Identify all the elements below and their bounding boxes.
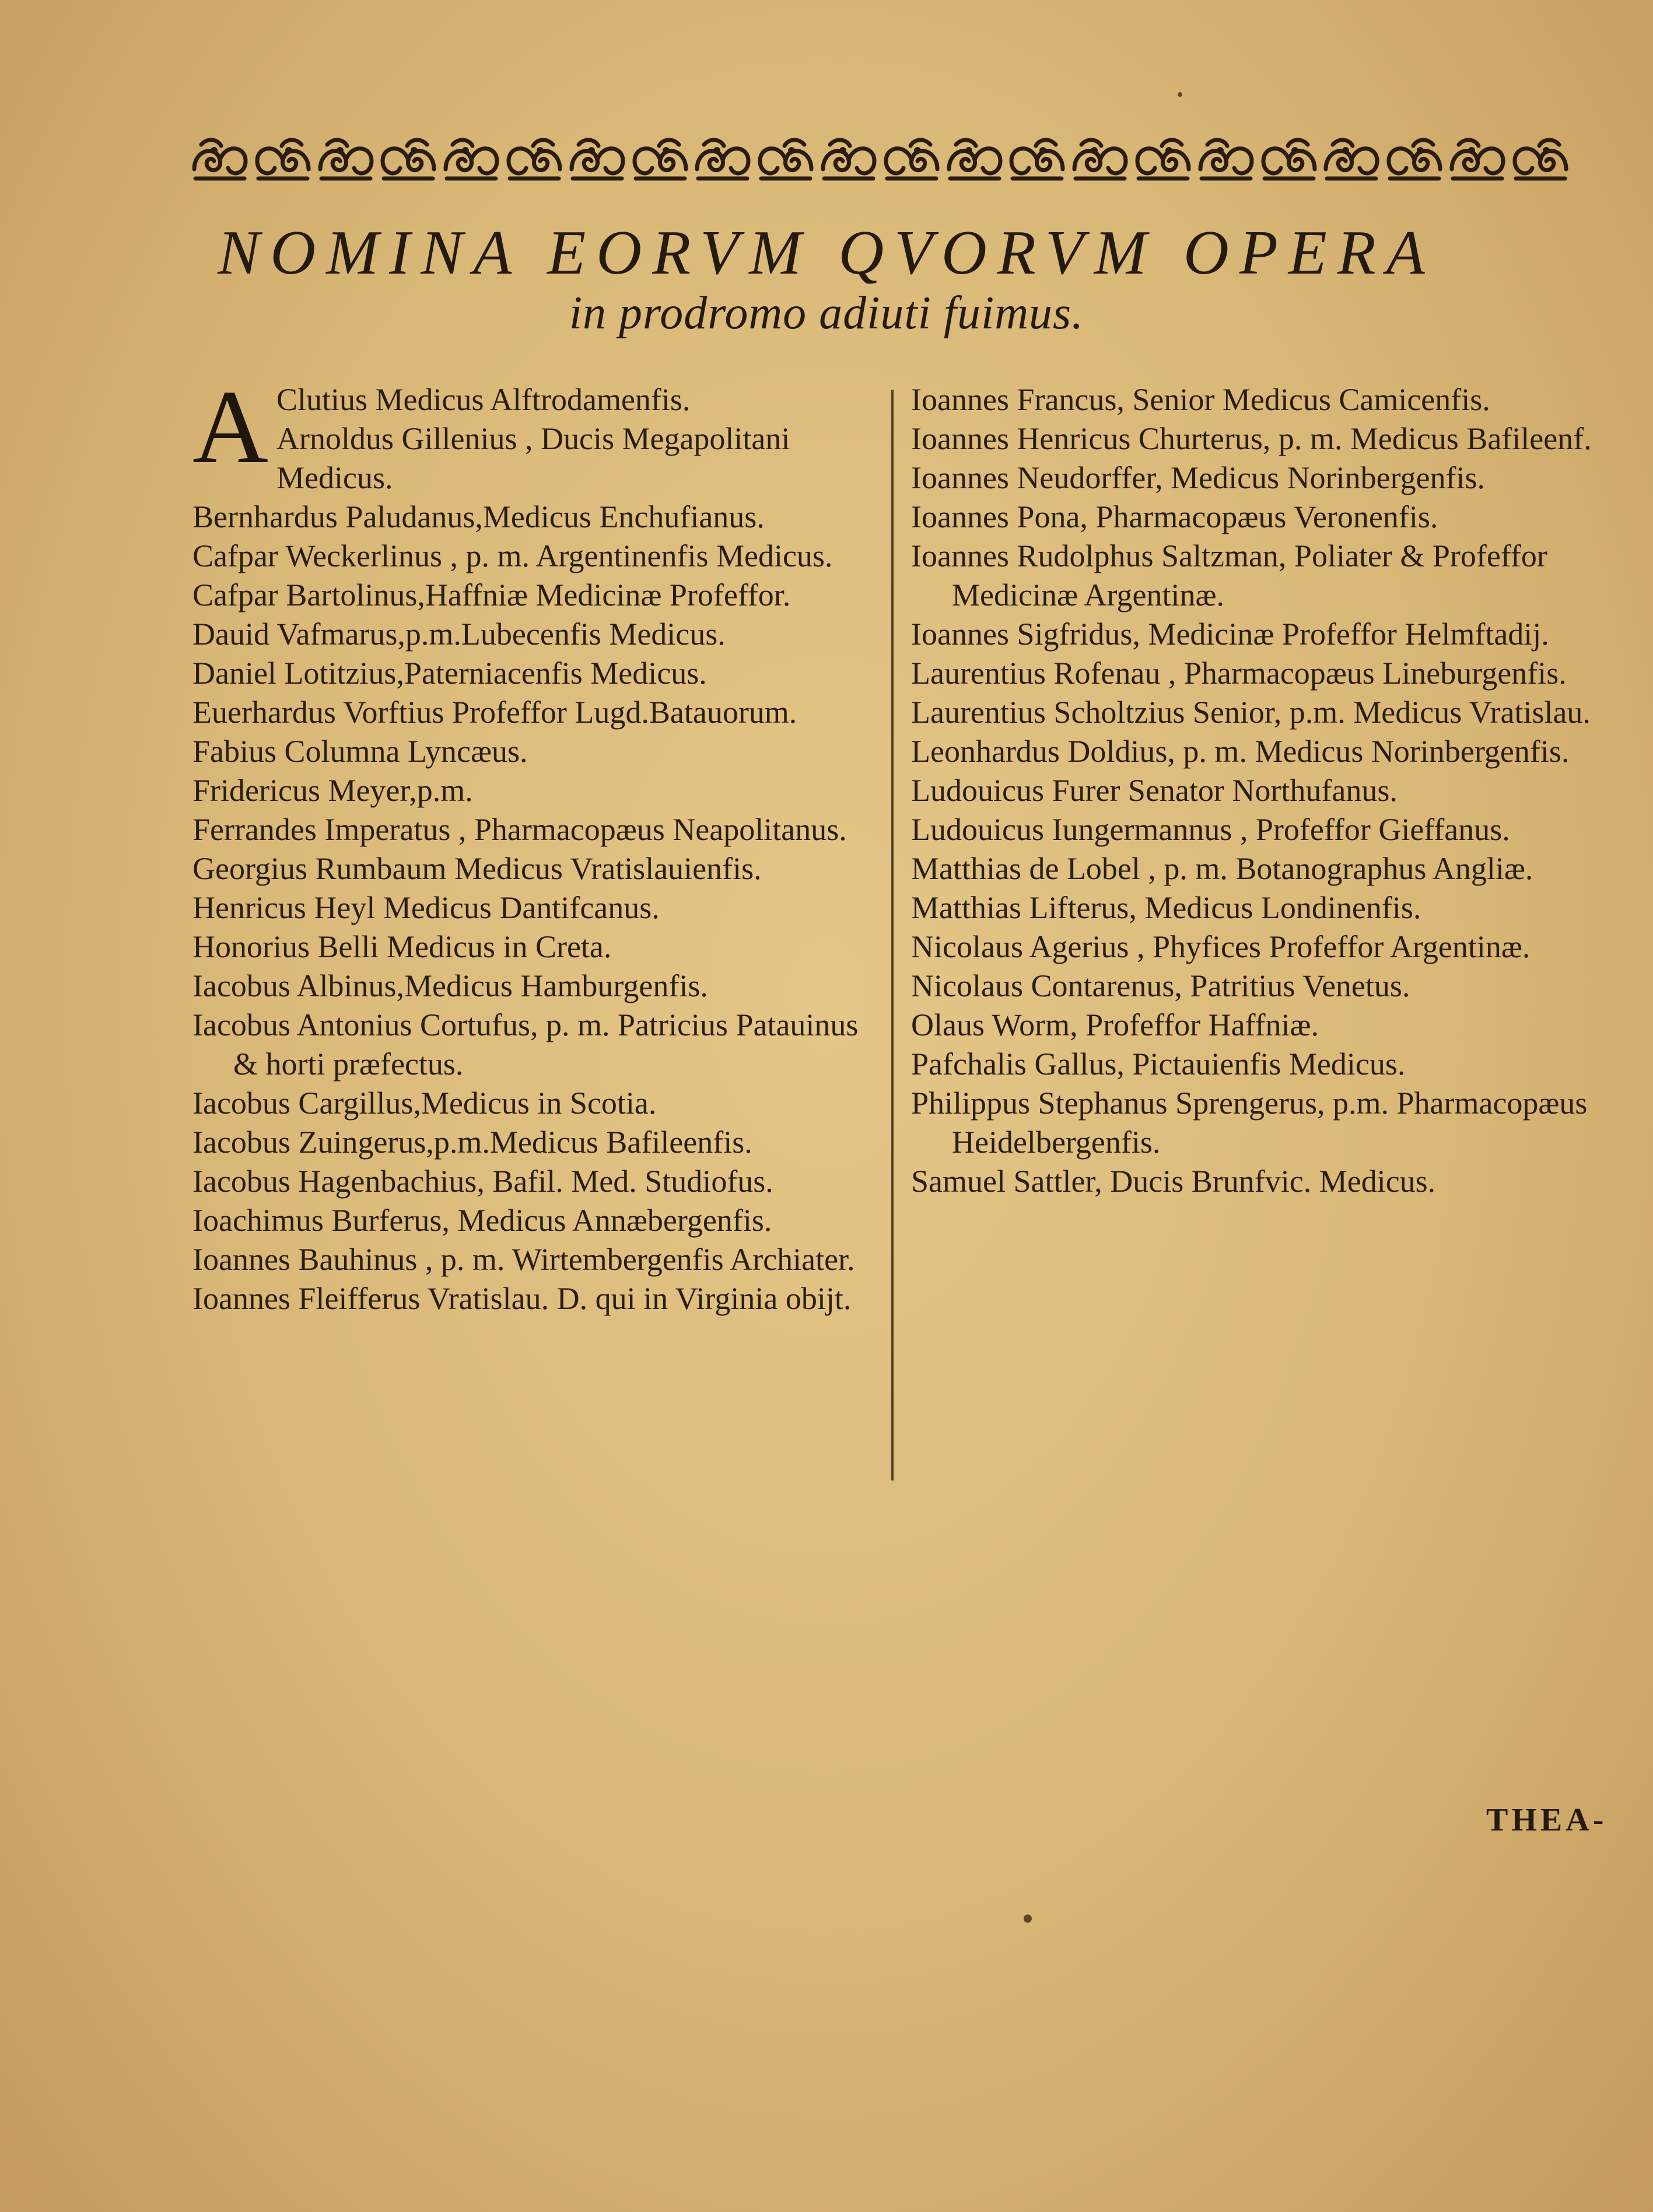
list-item: Bernhardus Paludanus,Medicus Enchufianus.	[192, 499, 765, 534]
scroll-ornament-icon	[190, 133, 250, 186]
scroll-ornament-icon	[755, 133, 816, 186]
list-item: Dauid Vafmarus,p.m.Lubecenfis Medicus.	[192, 617, 726, 652]
list-item: Matthias Lifterus, Medicus Londinenfis.	[911, 890, 1421, 925]
list-item: Ioannes Sigfridus, Medicinæ Profeffor Helmftadij.	[911, 617, 1549, 652]
list-item: Samuel Sattler, Ducis Brunfvic. Medicus.	[911, 1164, 1436, 1199]
list-item: Nicolaus Agerius , Phyfices Profeffor Argentinæ.	[911, 929, 1531, 964]
scroll-ornament-icon	[1321, 133, 1382, 186]
list-item: Iacobus Hagenbachius, Bafil. Med. Studiofus.	[192, 1164, 773, 1199]
scroll-ornament-icon	[1384, 133, 1445, 186]
list-item: Georgius Rumbaum Medicus Vratislauienfis.	[192, 851, 762, 886]
right-name-column	[911, 380, 1605, 1201]
ink-speck	[1178, 92, 1182, 97]
scroll-ornament-icon	[1007, 133, 1067, 186]
list-item: Ioannes Bauhinus , p. m. Wirtembergenfis Archiater.	[192, 1242, 855, 1277]
scroll-ornament-icon	[630, 133, 691, 186]
list-item: Ludouicus Iungermannus , Profeffor Gieffanus.	[911, 812, 1510, 847]
page-title: NOMINA EORVM QVORVM OPERA	[218, 218, 1435, 288]
list-item: Ioannes Henricus Churterus, p. m. Medicus Bafileenf.	[911, 421, 1592, 456]
list-item: Leonhardus Doldius, p. m. Medicus Norinbergenfis.	[911, 734, 1570, 769]
first-entry-line: Clutius Medicus Alftrodamenfis.	[276, 382, 691, 417]
list-item: Henricus Heyl Medicus Dantifcanus.	[192, 890, 660, 925]
scroll-ornament-icon	[1133, 133, 1193, 186]
list-item: Laurentius Scholtzius Senior, p.m. Medicus Vratislau.	[911, 695, 1591, 730]
list-item: Pafchalis Gallus, Pictauienfis Medicus.	[911, 1046, 1406, 1082]
list-item: Fridericus Meyer,p.m.	[192, 773, 473, 808]
scroll-ornament-icon	[944, 133, 1005, 186]
list-item: Daniel Lotitzius,Paterniacenfis Medicus.	[192, 656, 707, 691]
list-item: Cafpar Weckerlinus , p. m. Argentinenfis Medicus.	[192, 538, 833, 573]
initial-letter: A	[192, 369, 268, 485]
list-item: Ioannes Francus, Senior Medicus Camicenfis.	[911, 382, 1490, 417]
scroll-ornament-icon	[692, 133, 753, 186]
list-item: Honorius Belli Medicus in Creta.	[192, 929, 612, 964]
scroll-ornament-icon	[1070, 133, 1130, 186]
list-item: Ioannes Rudolphus Saltzman, Poliater & Profeffor Medicinæ Argentinæ.	[911, 538, 1547, 612]
list-item: Iacobus Albinus,Medicus Hamburgenfis.	[192, 968, 708, 1003]
ornamental-headpiece	[190, 131, 1571, 187]
column-divider	[891, 390, 894, 1480]
list-item: Fabius Columna Lyncæus.	[192, 734, 528, 769]
second-entry-continuation: Medicus.	[276, 460, 393, 495]
list-item: Laurentius Rofenau , Pharmacopæus Lineburgenfis.	[911, 656, 1567, 691]
scroll-ornament-icon	[1447, 133, 1508, 186]
scroll-ornament-icon	[1259, 133, 1319, 186]
scroll-ornament-icon	[1196, 133, 1256, 186]
list-item: Philippus Stephanus Sprengerus, p.m. Pharmacopæus Heidelbergenfis.	[911, 1086, 1588, 1160]
list-item: Ferrandes Imperatus , Pharmacopæus Neapolitanus.	[192, 812, 847, 847]
scroll-ornament-icon	[818, 133, 879, 186]
list-item: Ioannes Neudorffer, Medicus Norinbergenfis.	[911, 460, 1486, 495]
scroll-ornament-icon	[1510, 133, 1571, 186]
list-item: Iacobus Zuingerus,p.m.Medicus Bafileenfis.	[192, 1125, 752, 1160]
list-item: Ioannes Pona, Pharmacopæus Veronenfis.	[911, 499, 1438, 534]
list-item-first	[192, 369, 887, 498]
left-name-column	[192, 369, 887, 1318]
list-item: Matthias de Lobel , p. m. Botanographus Angliæ.	[911, 851, 1533, 886]
list-item: Ludouicus Furer Senator Northufanus.	[911, 773, 1398, 808]
second-entry-line: Arnoldus Gillenius , Ducis Megapolitani	[276, 421, 790, 456]
scroll-ornament-icon	[567, 133, 628, 186]
ink-speck	[1024, 1915, 1032, 1923]
list-item: Cafpar Bartolinus,Haffniæ Medicinæ Profeffor.	[192, 578, 791, 612]
list-item: Euerhardus Vorftius Profeffor Lugd.Batauorum.	[192, 695, 797, 730]
scroll-ornament-icon	[504, 133, 565, 186]
list-item: Iacobus Cargillus,Medicus in Scotia.	[192, 1086, 657, 1121]
list-item: Iacobus Antonius Cortufus, p. m. Patricius Patauinus & horti præfectus.	[192, 1007, 859, 1082]
scroll-ornament-icon	[253, 133, 313, 186]
list-item: Olaus Worm, Profeffor Haffniæ.	[911, 1007, 1319, 1042]
page-subtitle: in prodromo adiuti fuimus.	[569, 288, 1084, 339]
list-item: Ioachimus Burferus, Medicus Annæbergenfis.	[192, 1203, 772, 1238]
list-item: Nicolaus Contarenus, Patritius Venetus.	[911, 968, 1410, 1003]
scroll-ornament-icon	[316, 133, 376, 186]
catchword: THEA-	[1486, 1802, 1608, 1838]
list-item: Ioannes Fleifferus Vratislau. D. qui in Virginia obijt.	[192, 1281, 852, 1316]
scroll-ornament-icon	[441, 133, 502, 186]
scroll-ornament-icon	[378, 133, 439, 186]
scroll-ornament-icon	[881, 133, 942, 186]
